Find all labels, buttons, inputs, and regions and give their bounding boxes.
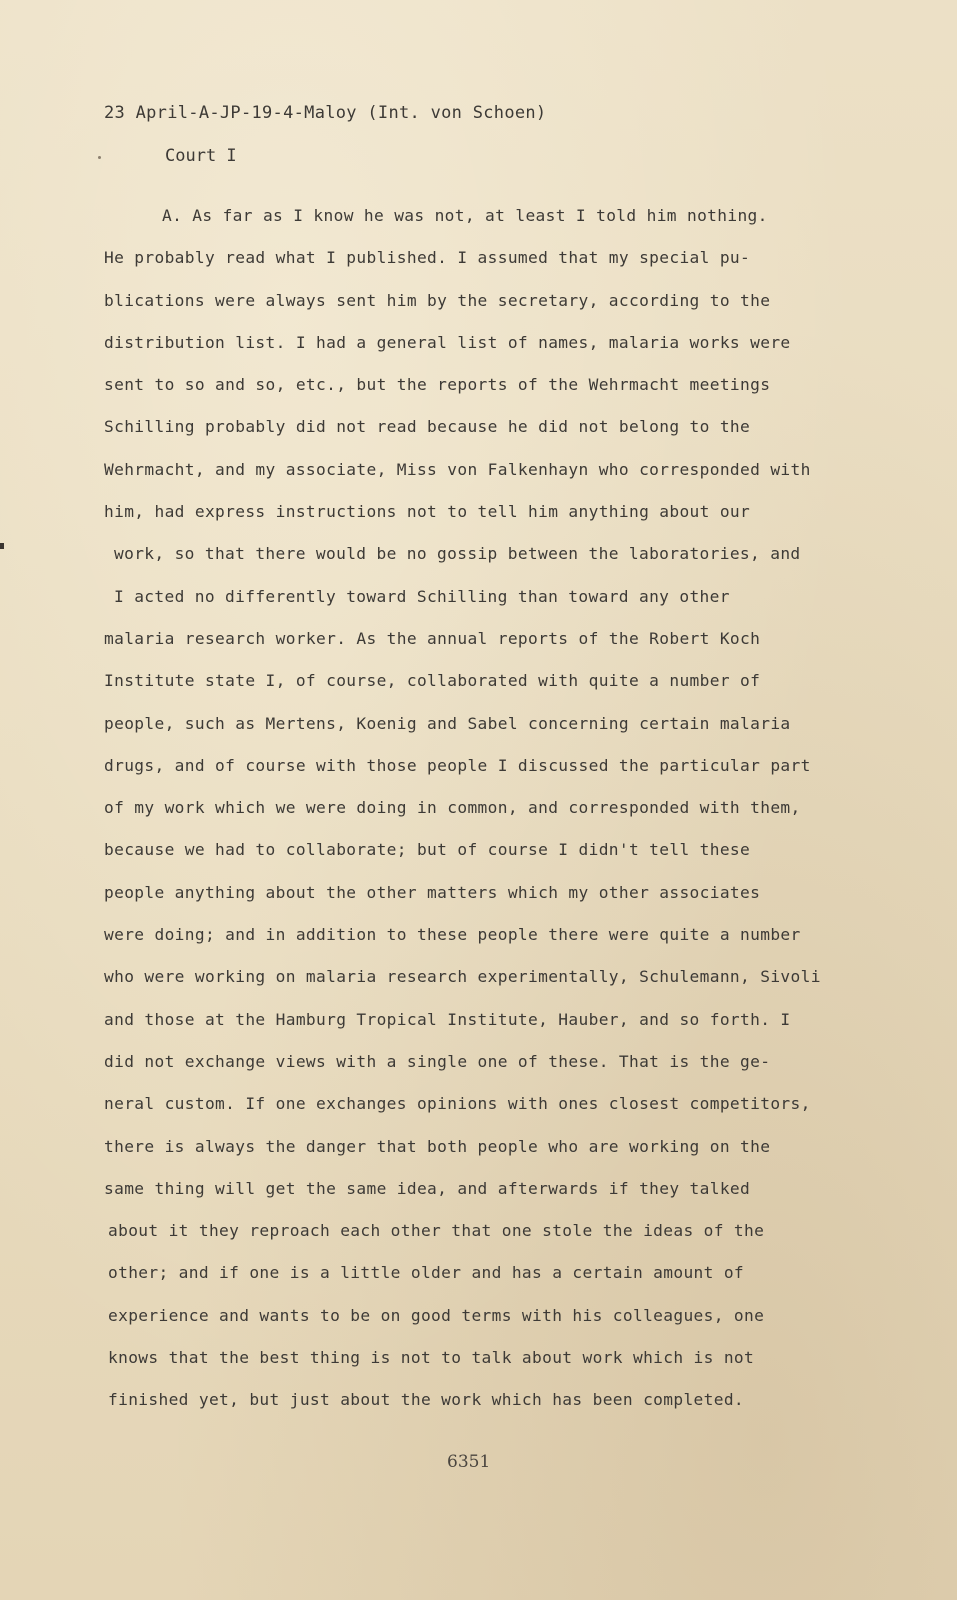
text-line: drugs, and of course with those people I discussed the particular part bbox=[104, 755, 811, 775]
text-line: blications were always sent him by the secretary, according to the bbox=[104, 290, 771, 310]
text-line: sent to so and so, etc., but the reports of the Wehrmacht meetings bbox=[104, 375, 771, 395]
text-line: same thing will get the same idea, and afterwards if they talked bbox=[104, 1178, 751, 1198]
page-number: 6351 bbox=[447, 1452, 491, 1472]
margin-dot bbox=[98, 156, 101, 159]
text-line: malaria research worker. As the annual reports of the Robert Koch bbox=[104, 628, 761, 648]
text-line: Institute state I, of course, collaborated with quite a number of bbox=[104, 671, 761, 691]
text-line: him, had express instructions not to tell him anything about our bbox=[104, 502, 751, 522]
text-line: neral custom. If one exchanges opinions with ones closest competitors, bbox=[104, 1094, 811, 1114]
text-line: Schilling probably did not read because he did not belong to the bbox=[104, 417, 751, 437]
text-line: there is always the danger that both people who are working on the bbox=[104, 1136, 771, 1156]
text-line: of my work which we were doing in common, and corresponded with them, bbox=[104, 798, 801, 818]
text-line: were doing; and in addition to these people there were quite a number bbox=[104, 925, 801, 945]
document-header: 23 April-A-JP-19-4-Maloy (Int. von Schoen) bbox=[104, 103, 547, 123]
text-line: finished yet, but just about the work which has been completed. bbox=[108, 1390, 745, 1410]
text-line: did not exchange views with a single one of these. That is the ge- bbox=[104, 1051, 771, 1071]
text-line: He probably read what I published. I assumed that my special pu- bbox=[104, 248, 751, 268]
text-line: I acted no differently toward Schilling than toward any other bbox=[114, 586, 730, 606]
text-line: other; and if one is a little older and has a certain amount of bbox=[108, 1263, 745, 1283]
text-line: about it they reproach each other that one stole the ideas of the bbox=[108, 1221, 765, 1241]
text-line: knows that the best thing is not to talk about work which is not bbox=[108, 1348, 755, 1368]
document-subheader: Court I bbox=[165, 146, 237, 166]
text-line: distribution list. I had a general list of names, malaria works were bbox=[104, 332, 791, 352]
text-line: people anything about the other matters which my other associates bbox=[104, 882, 761, 902]
text-line: experience and wants to be on good terms with his colleagues, one bbox=[108, 1305, 765, 1325]
text-line: work, so that there would be no gossip between the laboratories, and bbox=[114, 544, 801, 564]
text-line: because we had to collaborate; but of course I didn't tell these bbox=[104, 840, 751, 860]
text-line: Wehrmacht, and my associate, Miss von Falkenhayn who corresponded with bbox=[104, 459, 811, 479]
text-line: and those at the Hamburg Tropical Institute, Hauber, and so forth. I bbox=[104, 1009, 791, 1029]
document-body bbox=[104, 205, 844, 1432]
text-line: people, such as Mertens, Koenig and Sabel concerning certain malaria bbox=[104, 713, 791, 733]
binding-mark bbox=[0, 543, 4, 549]
text-line: A. As far as I know he was not, at least I told him nothing. bbox=[162, 206, 768, 225]
text-line: who were working on malaria research experimentally, Schulemann, Sivoli bbox=[104, 967, 821, 987]
